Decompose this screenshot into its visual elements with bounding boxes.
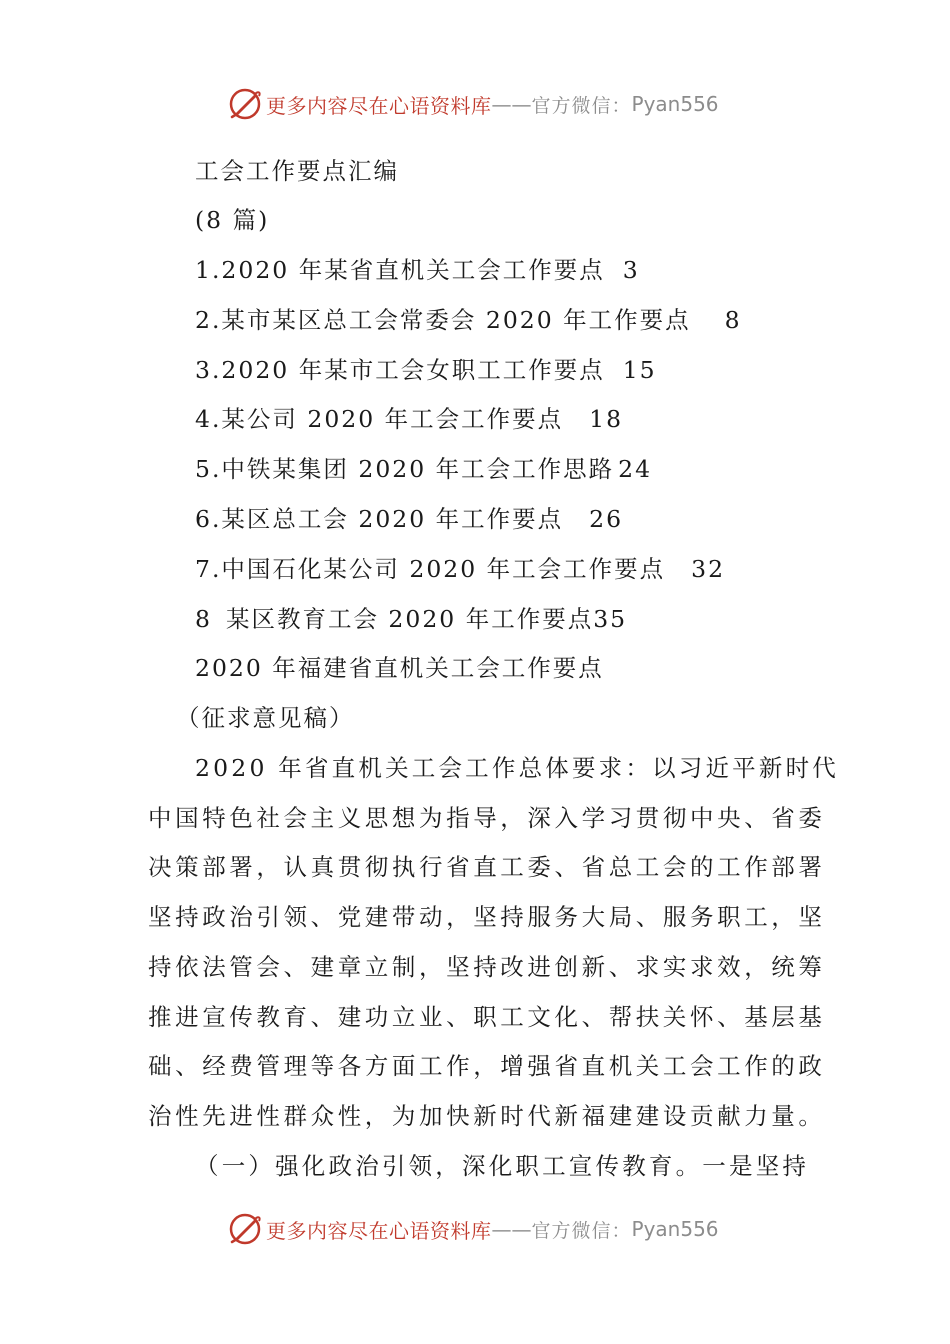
toc-item: 3.2020 年某市工会女职工工作要点 15 xyxy=(195,356,657,384)
paragraph-next-line: （一）强化政治引领，深化职工宣传教育。一是坚持 xyxy=(195,1152,810,1180)
section-title: 2020 年福建省直机关工会工作要点 xyxy=(195,654,604,682)
watermark-text: 更多内容尽在心语资料库 xyxy=(266,93,492,118)
paragraph-line: 2020 年省直机关工会工作总体要求：以习近平新时代 xyxy=(195,754,839,782)
watermark-account: Pyan556 xyxy=(631,92,719,116)
watermark-separator: — xyxy=(491,92,512,116)
watermark-label: 官方微信： xyxy=(531,1219,632,1242)
watermark-separator-2: — xyxy=(511,92,532,116)
toc-item: 8 某区教育工会 2020 年工作要点35 xyxy=(195,605,628,633)
paragraph-line: 决策部署，认真贯彻执行省直工委、省总工会的工作部署 xyxy=(148,853,826,881)
quill-logo-icon xyxy=(228,1212,262,1246)
watermark-banner-top xyxy=(228,84,748,124)
watermark-separator: — xyxy=(491,1217,512,1241)
paragraph-line: 础、经费管理等各方面工作，增强省直机关工会工作的政 xyxy=(148,1052,826,1080)
toc-item: 4.某公司 2020 年工会工作要点 18 xyxy=(195,405,624,433)
paragraph-line: 中国特色社会主义思想为指导，深入学习贯彻中央、省委 xyxy=(148,804,826,832)
toc-item: 7.中国石化某公司 2020 年工会工作要点 32 xyxy=(195,555,726,583)
watermark-separator-2: — xyxy=(511,1217,532,1241)
paragraph-line: 坚持政治引领、党建带动，坚持服务大局、服务职工，坚 xyxy=(148,903,826,931)
toc-item: 1.2020 年某省直机关工会工作要点 3 xyxy=(195,256,640,284)
document-title: 工会工作要点汇编 xyxy=(195,157,399,185)
paragraph-line: 推进宣传教育、建功立业、职工文化、帮扶关怀、基层基 xyxy=(148,1003,826,1031)
paragraph-line: 持依法管会、建章立制，坚持改进创新、求实求效，统筹 xyxy=(148,953,826,981)
toc-item: 5.中铁某集团 2020 年工会工作思路 24 xyxy=(195,455,653,483)
toc-item: 2.某市某区总工会常委会 2020 年工作要点 8 xyxy=(195,306,742,334)
toc-item: 6.某区总工会 2020 年工作要点 26 xyxy=(195,505,624,533)
paragraph-line: 治性先进性群众性，为加快新时代新福建建设贡献力量。 xyxy=(148,1102,826,1130)
document-count: (8 篇) xyxy=(195,206,270,234)
watermark-banner-bottom xyxy=(228,1209,748,1249)
watermark-label: 官方微信： xyxy=(531,94,632,117)
section-note: （征求意见稿） xyxy=(176,704,355,732)
watermark-text: 更多内容尽在心语资料库 xyxy=(266,1218,492,1243)
watermark-account: Pyan556 xyxy=(631,1217,719,1241)
quill-logo-icon xyxy=(228,87,262,121)
